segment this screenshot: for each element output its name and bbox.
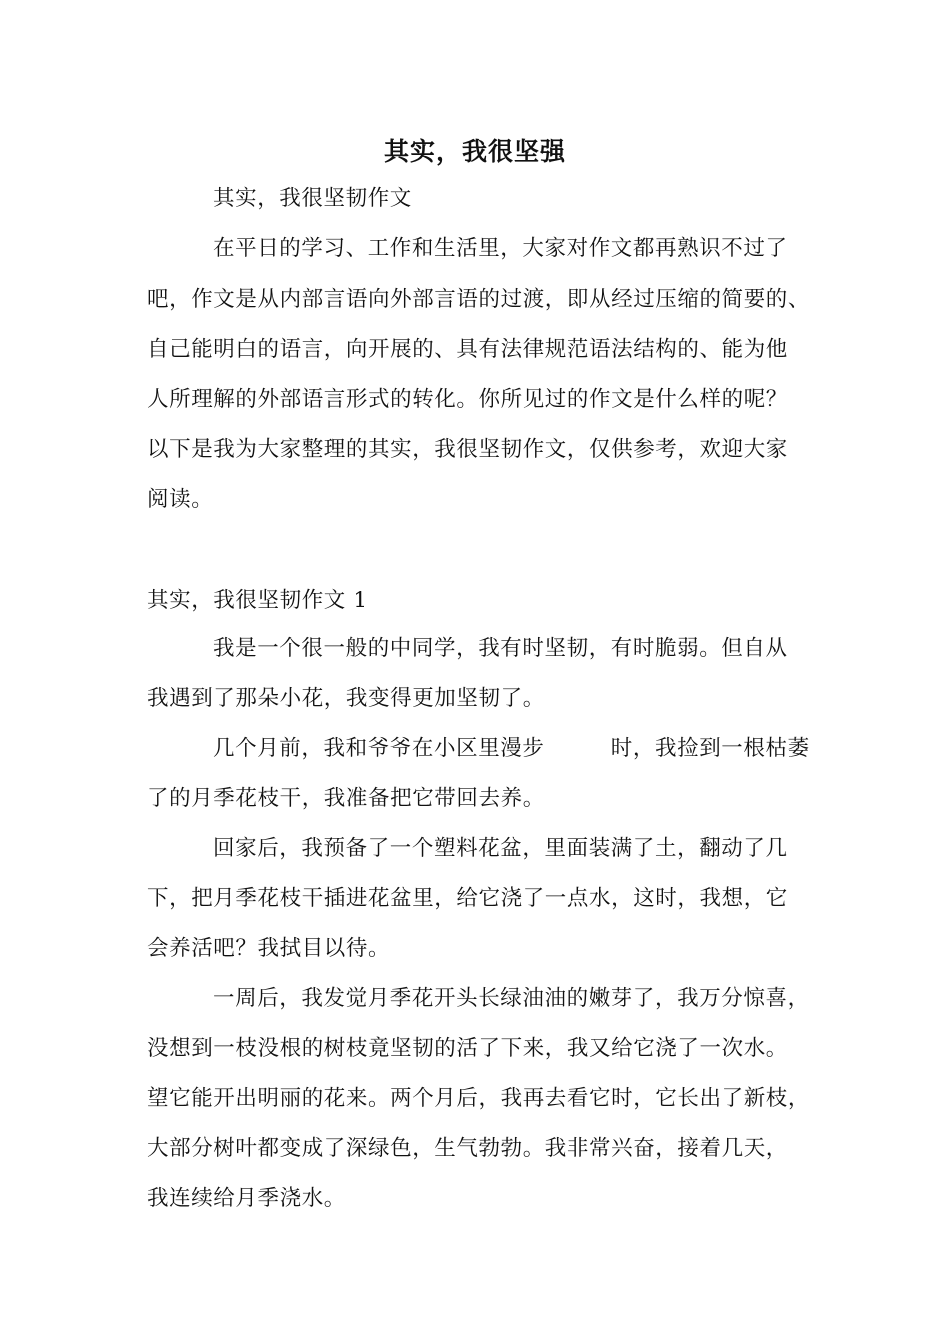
- intro-line-2: 吧，作文是从内部言语向外部言语的过渡，即从经过压缩的简要的、: [147, 287, 811, 312]
- intro-line-1: 在平日的学习、工作和生活里，大家对作文都再熟识不过了: [213, 236, 788, 261]
- body-line-8: 一周后，我发觉月季花开头长绿油油的嫩芽了，我万分惊喜，: [213, 986, 810, 1011]
- body-line-5: 回家后，我预备了一个塑料花盆，里面装满了土，翻动了几: [213, 836, 788, 861]
- document-subtitle: 其实，我很坚韧作文: [213, 186, 412, 211]
- intro-line-4: 人所理解的外部语言形式的转化。你所见过的作文是什么样的呢？: [147, 387, 788, 412]
- body-line-6: 下，把月季花枝干插进花盆里，给它浇了一点水，这时，我想，它: [147, 886, 788, 911]
- body-line-3: 几个月前，我和爷爷在小区里漫步 时，我捡到一根枯萎: [213, 736, 810, 761]
- body-line-7: 会养活吧？我拭目以待。: [147, 936, 391, 961]
- body-line-9: 没想到一枝没根的树枝竟坚韧的活了下来，我又给它浇了一次水。: [147, 1036, 788, 1061]
- body-line-1: 我是一个很一般的中同学，我有时坚韧，有时脆弱。但自从: [213, 636, 788, 661]
- body-line-12: 我连续给月季浇水。: [147, 1186, 346, 1211]
- intro-line-6: 阅读。: [147, 487, 214, 512]
- body-line-2: 我遇到了那朵小花，我变得更加坚韧了。: [147, 686, 545, 711]
- body-line-4: 了的月季花枝干，我准备把它带回去养。: [147, 786, 545, 811]
- body-line-11: 大部分树叶都变成了深绿色，生气勃勃。我非常兴奋，接着几天，: [147, 1136, 788, 1161]
- intro-line-3: 自己能明白的语言，向开展的、具有法律规范语法结构的、能为他: [147, 337, 788, 362]
- document-title: 其实，我很坚强: [383, 137, 566, 166]
- intro-line-5: 以下是我为大家整理的其实，我很坚韧作文，仅供参考，欢迎大家: [147, 437, 788, 462]
- section-heading: 其实，我很坚韧作文 1: [147, 588, 368, 613]
- body-line-10: 望它能开出明丽的花来。两个月后，我再去看它时，它长出了新枝，: [147, 1086, 811, 1111]
